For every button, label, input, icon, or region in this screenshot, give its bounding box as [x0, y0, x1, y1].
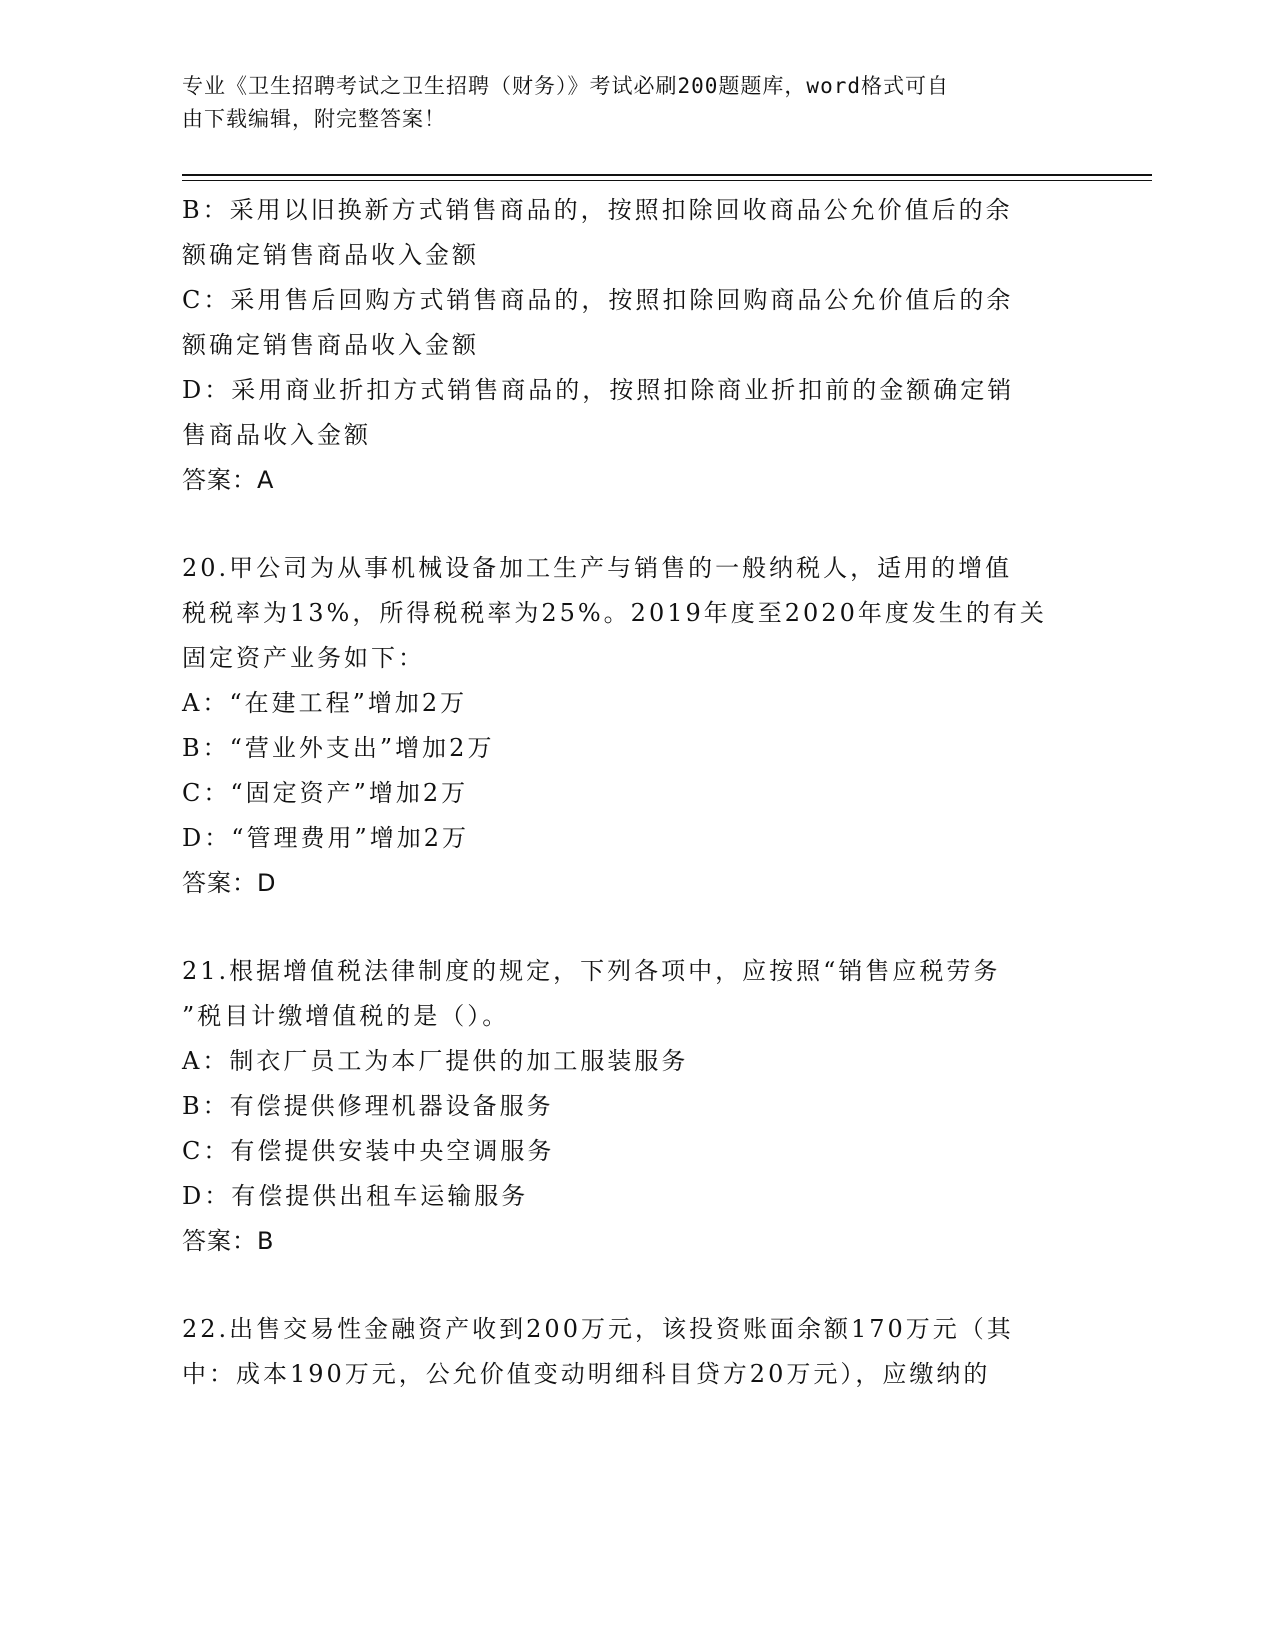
document-body	[182, 188, 1082, 1397]
option-d-line-2: 售商品收入金额	[182, 421, 371, 449]
answer-line: 答案：D	[182, 869, 277, 897]
question-spacer	[182, 503, 1082, 546]
option-d: D：“管理费用”增加2万	[182, 824, 470, 852]
answer-line: 答案：B	[182, 1227, 275, 1255]
option-b-line-1: B：采用以旧换新方式销售商品的，按照扣除回收商品公允价值后的余	[182, 196, 1013, 224]
option-a: A：制衣厂员工为本厂提供的加工服装服务	[182, 1047, 689, 1075]
question-stem-line-1: 21.根据增值税法律制度的规定，下列各项中，应按照“销售应税劳务	[182, 957, 1001, 985]
option-c: C：“固定资产”增加2万	[182, 779, 469, 807]
header-rule-thin	[182, 180, 1152, 181]
option-b: B：有偿提供修理机器设备服务	[182, 1092, 554, 1120]
header-line-1: 专业《卫生招聘考试之卫生招聘（财务）》考试必刷200题题库，word格式可自	[182, 74, 949, 98]
option-a: A：“在建工程”增加2万	[182, 689, 468, 717]
question-20	[182, 546, 1082, 906]
question-stem-line-2: ”税目计缴增值税的是（）。	[182, 1002, 510, 1030]
question-19	[182, 188, 1082, 503]
question-stem-line-1: 20.甲公司为从事机械设备加工生产与销售的一般纳税人，适用的增值	[182, 554, 1013, 582]
header-line-2: 由下载编辑，附完整答案！	[182, 107, 446, 131]
option-b: B：“营业外支出”增加2万	[182, 734, 495, 762]
option-b-line-2: 额确定销售商品收入金额	[182, 241, 479, 269]
question-stem-line-1: 22.出售交易性金融资产收到200万元，该投资账面余额170万元（其	[182, 1315, 1014, 1343]
option-c: C：有偿提供安装中央空调服务	[182, 1137, 555, 1165]
question-stem-line-2: 中：成本190万元，公允价值变动明细科目贷方20万元），应缴纳的	[182, 1360, 991, 1388]
question-22	[182, 1307, 1082, 1397]
header-rule-thick	[182, 174, 1152, 176]
option-d-line-1: D：采用商业折扣方式销售商品的，按照扣除商业折扣前的金额确定销	[182, 376, 1015, 404]
question-spacer	[182, 1264, 1082, 1307]
option-d: D：有偿提供出租车运输服务	[182, 1182, 529, 1210]
question-stem-line-3: 固定资产业务如下：	[182, 644, 425, 672]
question-21	[182, 949, 1082, 1264]
question-spacer	[182, 906, 1082, 949]
answer-line: 答案：A	[182, 466, 275, 494]
document-header	[182, 70, 1062, 136]
question-stem-line-2: 税税率为13%，所得税税率为25%。2019年度至2020年度发生的有关	[182, 599, 1047, 627]
option-c-line-2: 额确定销售商品收入金额	[182, 331, 479, 359]
option-c-line-1: C：采用售后回购方式销售商品的，按照扣除回购商品公允价值后的余	[182, 286, 1014, 314]
